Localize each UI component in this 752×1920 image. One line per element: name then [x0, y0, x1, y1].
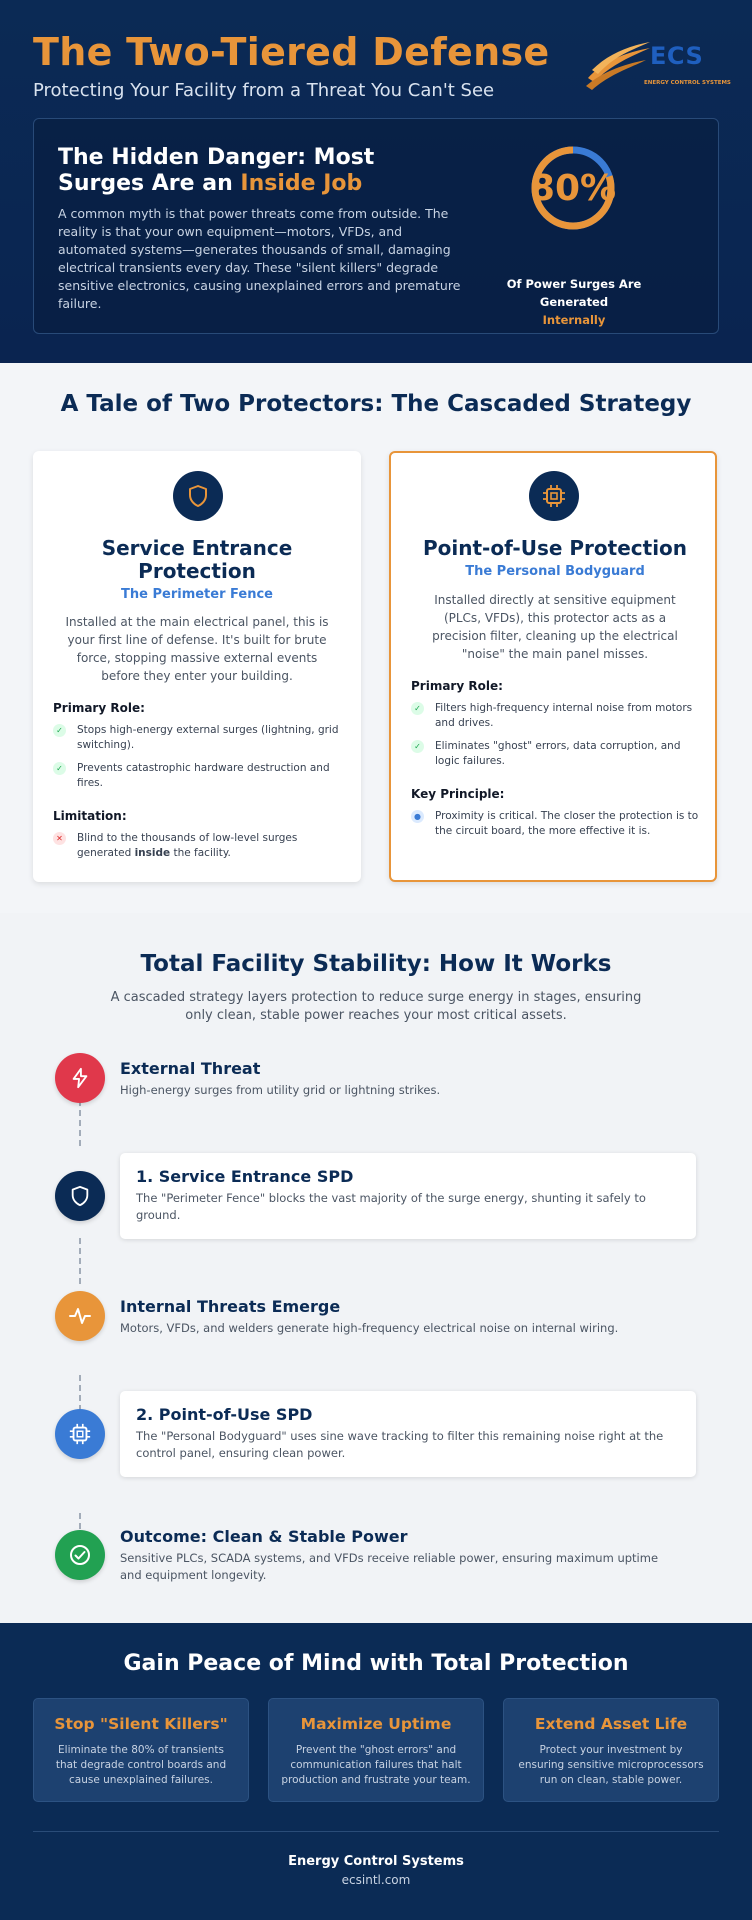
pou-role-heading: Primary Role: — [411, 679, 503, 693]
step-description: Sensitive PLCs, SCADA systems, and VFDs receive reliable power, ensuring maximum uptime and equipment longevity. — [120, 1551, 659, 1582]
step-description: The "Personal Bodyguard" uses sine wave tracking to filter this remaining noise right at the control panel, ensuring clean power. — [136, 1429, 664, 1460]
hidden-danger-title-text: The Hidden Danger: Most Surges Are an — [58, 145, 375, 196]
step-title: 1. Service Entrance SPD — [136, 1167, 354, 1186]
check-icon: ✓ — [53, 762, 66, 775]
stat-value: 80% — [529, 167, 617, 209]
service-role-item: ✓ Stops high-energy external surges (lightning, grid switching). — [53, 723, 345, 753]
step-title: External Threat — [120, 1059, 261, 1078]
benefits-section — [0, 1623, 752, 1920]
page-subtitle: Protecting Your Facility from a Threat You Can't See — [33, 80, 495, 101]
service-limitation-heading: Limitation: — [53, 809, 127, 823]
logo-text: ECS — [650, 42, 704, 70]
hero-section — [0, 0, 752, 363]
check-icon: ✓ — [411, 740, 424, 753]
step-description: High-energy surges from utility grid or lightning strikes. — [120, 1083, 441, 1097]
company-logo[interactable] — [584, 38, 731, 90]
benefit-description: Prevent the "ghost errors" and communication failures that halt production and frustrate your team. — [281, 1744, 471, 1786]
person-icon: ● — [411, 810, 424, 823]
benefit-title: Maximize Uptime — [300, 1715, 452, 1733]
benefit-title: Stop "Silent Killers" — [54, 1715, 228, 1733]
benefit-description: Eliminate the 80% of transients that degrade control boards and cause unexplained failures. — [55, 1744, 227, 1786]
stat-caption — [474, 275, 674, 329]
page-title: The Two-Tiered Defense — [33, 30, 550, 74]
stat-caption-text: Of Power Surges Are Generated — [506, 277, 642, 309]
stat-caption-highlight: Internally — [542, 313, 606, 327]
point-of-use-tagline: The Personal Bodyguard — [465, 564, 645, 579]
protectors-title: A Tale of Two Protectors: The Cascaded Strategy — [60, 391, 692, 417]
check-icon: ✓ — [411, 702, 424, 715]
hidden-danger-title — [58, 145, 418, 197]
logo-caption: ENERGY CONTROL SYSTEMS — [644, 80, 731, 86]
timeline-step — [120, 1527, 680, 1584]
check-circle-icon — [55, 1530, 105, 1580]
hidden-danger-body: A common myth is that power threats come from outside. The reality is that your own equipment—motors, VFDs, and automated systems—generates thousands of small, damaging electrical transients every day. These "silent killers" degrade sensitive electronics, causing unexplained errors and premature failure. — [58, 206, 461, 311]
benefit-description: Protect your investment by ensuring sensitive microprocessors run on clean, stable power. — [518, 1744, 704, 1786]
timeline-step-card — [120, 1391, 696, 1477]
benefit-card — [503, 1698, 719, 1802]
how-subtitle: A cascaded strategy layers protection to reduce surge energy in stages, ensuring only clean, stable power reaches your most critical assets. — [110, 990, 642, 1023]
service-role-heading: Primary Role: — [53, 701, 145, 715]
footer-divider — [33, 1831, 719, 1832]
footer-website-link[interactable]: ecsintl.com — [341, 1873, 411, 1887]
point-of-use-description: Installed directly at sensitive equipment (PLCs, VFDs), this protector acts as a precision filter, cleaning up the electrical "noise" the main panel misses. — [432, 593, 678, 661]
timeline-connector — [79, 1100, 81, 1146]
timeline-step — [120, 1297, 680, 1337]
pou-principle-heading: Key Principle: — [411, 787, 505, 801]
service-entrance-tagline: The Perimeter Fence — [121, 587, 273, 602]
hidden-danger-card — [33, 118, 719, 334]
x-icon: ✕ — [53, 832, 66, 845]
pou-role-item: ✓ Filters high-frequency internal noise from motors and drives. — [411, 701, 703, 731]
service-entrance-description: Installed at the main electrical panel, this is your first line of defense. It's built for brute force, stopping massive external events before they enter your building. — [65, 615, 329, 683]
check-icon: ✓ — [53, 724, 66, 737]
footer-company-name: Energy Control Systems — [288, 1854, 464, 1869]
point-of-use-title: Point-of-Use Protection — [422, 536, 688, 560]
benefits-title: Gain Peace of Mind with Total Protection — [123, 1651, 629, 1676]
how-title: Total Facility Stability: How It Works — [140, 951, 612, 977]
chip-icon — [529, 471, 579, 521]
benefit-card — [268, 1698, 484, 1802]
step-title: Internal Threats Emerge — [120, 1297, 341, 1316]
pou-principle-item: ● Proximity is critical. The closer the protection is to the circuit board, the more effective it is. — [411, 809, 703, 839]
timeline-step — [120, 1059, 680, 1099]
benefit-title: Extend Asset Life — [534, 1715, 688, 1733]
service-entrance-title: Service Entrance Protection — [101, 536, 293, 583]
shield-icon — [55, 1171, 105, 1221]
point-of-use-card — [389, 451, 717, 882]
step-description: The "Perimeter Fence" blocks the vast majority of the surge energy, shunting it safely to ground. — [136, 1191, 646, 1222]
timeline-step-card — [120, 1153, 696, 1239]
benefit-card — [33, 1698, 249, 1802]
hidden-danger-title-highlight: Inside Job — [240, 171, 363, 196]
how-it-works-section — [0, 913, 752, 1623]
step-title: Outcome: Clean & Stable Power — [120, 1527, 408, 1546]
pulse-icon — [55, 1291, 105, 1341]
service-entrance-card — [33, 451, 361, 882]
service-role-item: ✓ Prevents catastrophic hardware destruction and fires. — [53, 761, 345, 791]
step-title: 2. Point-of-Use SPD — [136, 1405, 313, 1424]
shield-icon — [173, 471, 223, 521]
protectors-section — [0, 363, 752, 913]
pou-role-item: ✓ Eliminates "ghost" errors, data corruption, and logic failures. — [411, 739, 703, 769]
step-description: Motors, VFDs, and welders generate high-frequency electrical noise on internal wiring. — [120, 1321, 619, 1335]
chip-icon — [55, 1409, 105, 1459]
timeline-connector — [79, 1238, 81, 1284]
lightning-icon — [55, 1053, 105, 1103]
service-limitation-item: ✕ Blind to the thousands of low-level surges generated inside the facility. — [53, 831, 345, 861]
